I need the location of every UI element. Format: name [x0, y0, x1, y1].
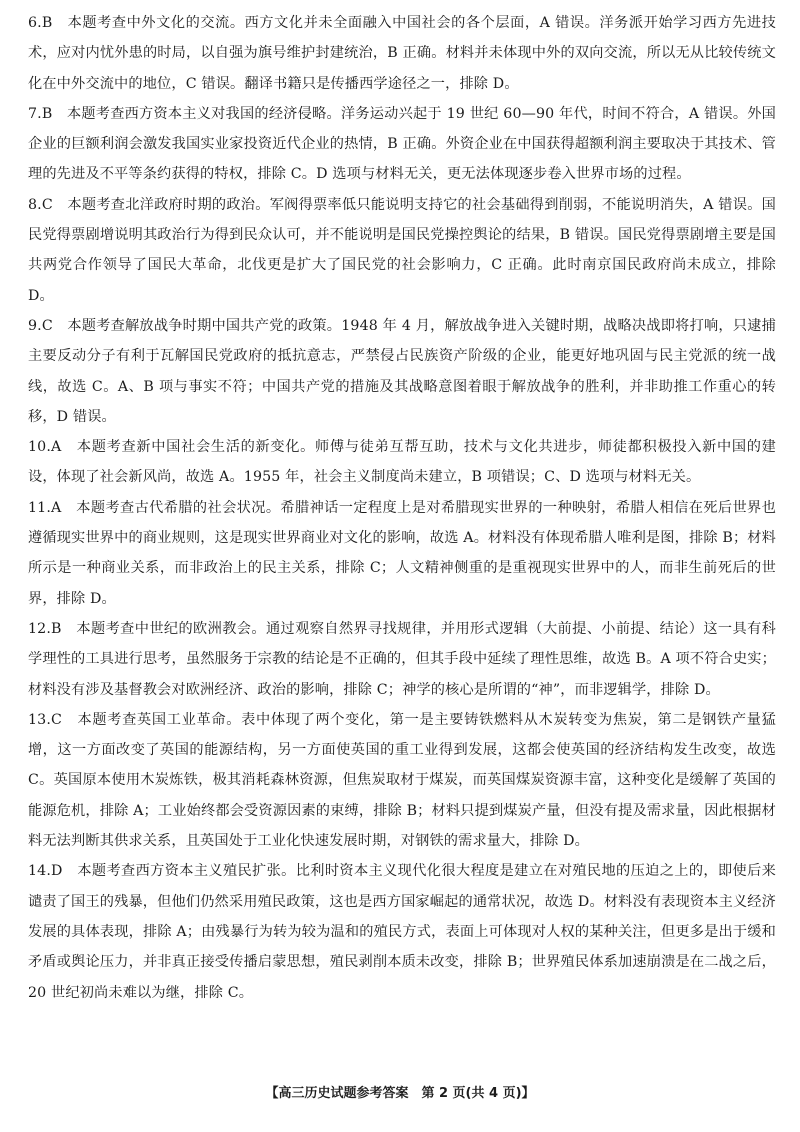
- item-answer: D: [51, 863, 63, 880]
- item-answer: A: [51, 499, 62, 516]
- item-answer: B: [41, 105, 53, 122]
- item-explanation: 本题考查中外文化的交流。西方文化并未全面融入中国社会的各个层面，A 错误。洋务派开始学习西方先进技术，应对内忧外患的时局，以自强为旗号维护封建统治，B 正确。材料并未体现中外的双向交流，所以无从比较传统文化在中外交流中的地位，C 错误。翻译书籍只是传播西学途径之一，排除 D。: [28, 15, 776, 92]
- item-number: 8.: [28, 196, 42, 213]
- item-explanation: 本题考查北洋政府时期的政治。军阀得票率低只能说明支持它的社会基础得到削弱，不能说明消失，A 错误。国民党得票剧增说明其政治行为得到民众认可，并不能说明是国民党操控舆论的结果，B 错误。国民党得票剧增主要是国共两党合作领导了国民大革命，北伐更是扩大了国民党的社会影响力，C 正确。此时南京国民政府尚未成立，排除 D。: [28, 196, 776, 304]
- item-explanation: 本题考查西方资本主义对我国的经济侵略。洋务运动兴起于 19 世纪 60—90 年代，时间不符合，A 错误。外国企业的巨额利润会激发我国实业家投资近代企业的热情，B 正确。外资企业在中国获得超额利润主要取决于其技术、管理的先进及不平等条约获得的特权，排除 C。D 选项与材料无关，更无法体现逐步卷入世界市场的过程。: [28, 105, 776, 183]
- item-answer: C: [51, 711, 63, 728]
- item-number: 10.: [28, 439, 52, 456]
- item-explanation: 本题考查中世纪的欧洲教会。通过观察自然界寻找规律，并用形式逻辑（大前提、小前提、结论）这一具有科学理性的工具进行思考，虽然服务于宗教的结论是不正确的，但其手段中延续了理性思维，故选 B。A 项不符合史实；材料没有涉及基督教会对欧洲经济、政治的影响，排除 C；神学的核心是所谓的“神”，而非逻辑学，排除 D。: [28, 620, 776, 698]
- answer-item-14: [28, 856, 776, 1007]
- item-explanation: 本题考查英国工业革命。表中体现了两个变化，第一是主要铸铁燃料从木炭转变为焦炭，第二是钢铁产量猛增，这一方面改变了英国的能源结构，另一方面使英国的重工业得到发展，这都会使英国的经济结构发生改变，故选 C。英国原本使用木炭炼铁，极其消耗森林资源，但焦炭取材于煤炭，而英国煤炭资源丰富，这种变化是缓解了英国的能源危机，排除 A；工业始终都会受资源因素的束缚，排除 B；材料只提到煤炭产量，但没有提及需求量，因此根据材料无法判断其供求关系，且英国处于工业化快速发展时期，对钢铁的需求量大，排除 D。: [28, 711, 776, 850]
- item-number: 6.: [28, 15, 42, 31]
- item-explanation: 本题考查新中国社会生活的新变化。师傅与徒弟互帮互助，技术与文化共进步，师徒都积极投入新中国的建设，体现了社会新风尚，故选 A。1955 年，社会主义制度尚未建立，B 项错误；C、D 选项与材料无关。: [28, 439, 776, 486]
- page-footer: 【高三历史试题参考答案 第 2 页(共 4 页)】: [265, 1086, 535, 1101]
- answer-item-9: [28, 311, 776, 432]
- item-number: 13.: [28, 711, 52, 728]
- answer-item-10: [28, 432, 776, 493]
- item-answer: B: [51, 620, 62, 637]
- answer-item-12: [28, 614, 776, 705]
- answer-item-7: [28, 99, 776, 190]
- answer-item-6: [28, 8, 776, 99]
- item-answer: C: [41, 196, 53, 213]
- answer-item-11: [28, 493, 776, 614]
- item-answer: B: [41, 15, 53, 31]
- item-explanation: 本题考查西方资本主义殖民扩张。比利时资本主义现代化很大程度是建立在对殖民地的压迫之上的，即使后来谴责了国王的残暴，但他们仍然采用殖民政策，这也是西方国家崛起的通常状况，故选 D。材料没有表现资本主义经济发展的具体表现，排除 A；由残暴行为转为较为温和的殖民方式，表面上可体现对人权的某种关注，但更多是出于缓和矛盾或舆论压力，并非真正接受传播启蒙思想，殖民剥削本质未改变，排除 B；世界殖民体系加速崩溃是在二战之后，20 世纪初尚未难以为继，排除 C。: [28, 863, 776, 1001]
- answer-item-8: [28, 190, 776, 311]
- item-explanation: 本题考查解放战争时期中国共产党的政策。1948 年 4 月，解放战争进入关键时期，战略决战即将打响，只逮捕主要反动分子有利于瓦解国民党政府的抵抗意志，严禁侵占民族资产阶级的企业，能更好地巩固与民主党派的统一战线，故选 C。A、B 项与事实不符；中国共产党的措施及其战略意图着眼于解放战争的胜利，并非助推工作重心的转移，D 错误。: [28, 317, 776, 425]
- answer-item-13: [28, 705, 776, 856]
- item-number: 9.: [28, 317, 42, 334]
- item-answer: C: [41, 317, 53, 334]
- item-number: 12.: [28, 620, 52, 637]
- item-answer: A: [51, 439, 62, 456]
- item-number: 7.: [28, 105, 42, 122]
- item-number: 11.: [28, 499, 52, 516]
- item-explanation: 本题考查古代希腊的社会状况。希腊神话一定程度上是对希腊现实世界的一种映射，希腊人相信在死后世界也遵循现实世界中的商业规则，这是现实世界商业对文化的影响，故选 A。材料没有体现希腊人唯利是图，排除 B；材料所示是一种商业关系，而非政治上的民主关系，排除 C；人文精神侧重的是重视现实世界中的人，而非生前死后的世界，排除 D。: [28, 499, 776, 607]
- item-number: 14.: [28, 863, 52, 880]
